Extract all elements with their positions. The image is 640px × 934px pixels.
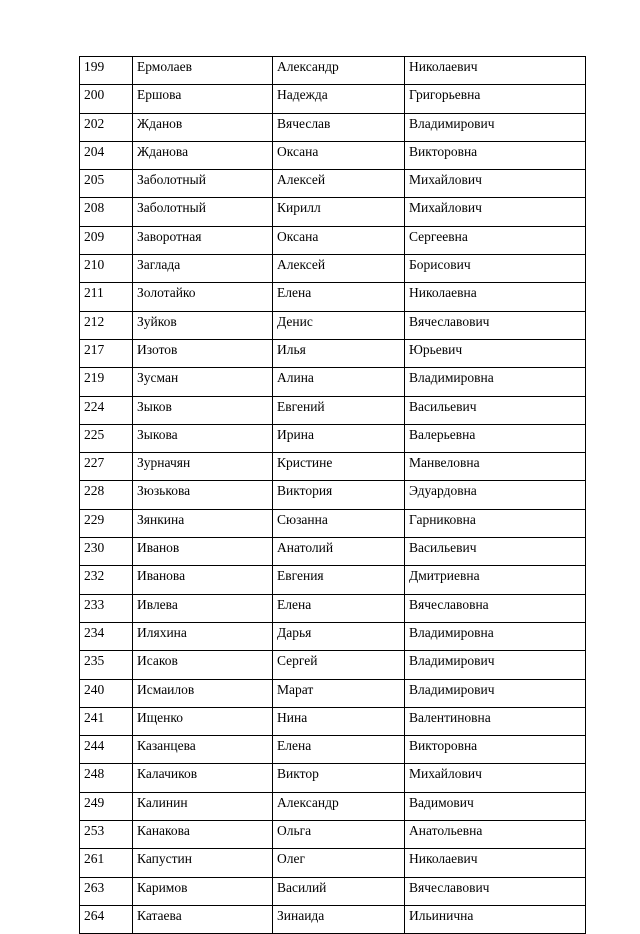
roster-table bbox=[79, 56, 586, 934]
table-row bbox=[80, 198, 586, 226]
cell-last-name: Золотайко bbox=[133, 283, 273, 311]
cell-first-name: Илья bbox=[273, 339, 405, 367]
cell-last-name: Исмаилов bbox=[133, 679, 273, 707]
table-row bbox=[80, 255, 586, 283]
cell-first-name: Алина bbox=[273, 368, 405, 396]
cell-first-name: Оксана bbox=[273, 226, 405, 254]
table-row bbox=[80, 905, 586, 933]
table-row bbox=[80, 85, 586, 113]
cell-first-name: Алексей bbox=[273, 170, 405, 198]
cell-number: 210 bbox=[80, 255, 133, 283]
cell-first-name: Надежда bbox=[273, 85, 405, 113]
cell-first-name: Виктор bbox=[273, 764, 405, 792]
cell-patronymic: Сергеевна bbox=[405, 226, 586, 254]
roster-table-container bbox=[79, 56, 585, 934]
cell-last-name: Иванова bbox=[133, 566, 273, 594]
cell-number: 248 bbox=[80, 764, 133, 792]
cell-last-name: Катаева bbox=[133, 905, 273, 933]
table-row bbox=[80, 538, 586, 566]
cell-number: 233 bbox=[80, 594, 133, 622]
cell-last-name: Заглада bbox=[133, 255, 273, 283]
cell-last-name: Зусман bbox=[133, 368, 273, 396]
cell-first-name: Олег bbox=[273, 849, 405, 877]
cell-number: 263 bbox=[80, 877, 133, 905]
cell-number: 205 bbox=[80, 170, 133, 198]
table-row bbox=[80, 424, 586, 452]
cell-last-name: Заворотная bbox=[133, 226, 273, 254]
cell-patronymic: Вячеславович bbox=[405, 311, 586, 339]
cell-patronymic: Валентиновна bbox=[405, 707, 586, 735]
cell-first-name: Сюзанна bbox=[273, 509, 405, 537]
table-row bbox=[80, 849, 586, 877]
cell-number: 211 bbox=[80, 283, 133, 311]
cell-number: 225 bbox=[80, 424, 133, 452]
cell-patronymic: Николаевич bbox=[405, 849, 586, 877]
cell-first-name: Денис bbox=[273, 311, 405, 339]
cell-last-name: Изотов bbox=[133, 339, 273, 367]
table-row bbox=[80, 736, 586, 764]
table-row bbox=[80, 113, 586, 141]
table-row bbox=[80, 651, 586, 679]
cell-patronymic: Манвеловна bbox=[405, 453, 586, 481]
cell-last-name: Жданов bbox=[133, 113, 273, 141]
cell-first-name: Александр bbox=[273, 57, 405, 85]
cell-number: 240 bbox=[80, 679, 133, 707]
cell-last-name: Калачиков bbox=[133, 764, 273, 792]
cell-patronymic: Михайлович bbox=[405, 170, 586, 198]
cell-number: 244 bbox=[80, 736, 133, 764]
table-row bbox=[80, 707, 586, 735]
cell-patronymic: Васильевич bbox=[405, 396, 586, 424]
cell-first-name: Александр bbox=[273, 792, 405, 820]
cell-first-name: Кристине bbox=[273, 453, 405, 481]
cell-number: 208 bbox=[80, 198, 133, 226]
cell-patronymic: Вячеславович bbox=[405, 877, 586, 905]
cell-last-name: Исаков bbox=[133, 651, 273, 679]
cell-patronymic: Михайлович bbox=[405, 198, 586, 226]
cell-patronymic: Владимировна bbox=[405, 368, 586, 396]
table-row bbox=[80, 679, 586, 707]
cell-first-name: Елена bbox=[273, 736, 405, 764]
cell-last-name: Капустин bbox=[133, 849, 273, 877]
cell-number: 261 bbox=[80, 849, 133, 877]
cell-last-name: Зуйков bbox=[133, 311, 273, 339]
cell-first-name: Нина bbox=[273, 707, 405, 735]
table-row bbox=[80, 57, 586, 85]
cell-patronymic: Викторовна bbox=[405, 141, 586, 169]
table-row bbox=[80, 226, 586, 254]
cell-first-name: Василий bbox=[273, 877, 405, 905]
cell-patronymic: Владимирович bbox=[405, 651, 586, 679]
cell-last-name: Зыков bbox=[133, 396, 273, 424]
table-row bbox=[80, 622, 586, 650]
cell-last-name: Ищенко bbox=[133, 707, 273, 735]
cell-patronymic: Михайлович bbox=[405, 764, 586, 792]
cell-first-name: Анатолий bbox=[273, 538, 405, 566]
cell-patronymic: Владимирович bbox=[405, 679, 586, 707]
cell-first-name: Евгения bbox=[273, 566, 405, 594]
cell-number: 199 bbox=[80, 57, 133, 85]
table-row bbox=[80, 311, 586, 339]
table-row bbox=[80, 170, 586, 198]
cell-last-name: Зыкова bbox=[133, 424, 273, 452]
cell-first-name: Кирилл bbox=[273, 198, 405, 226]
cell-first-name: Алексей bbox=[273, 255, 405, 283]
cell-last-name: Зянкина bbox=[133, 509, 273, 537]
cell-first-name: Евгений bbox=[273, 396, 405, 424]
cell-patronymic: Вадимович bbox=[405, 792, 586, 820]
cell-first-name: Елена bbox=[273, 283, 405, 311]
cell-number: 234 bbox=[80, 622, 133, 650]
cell-last-name: Заболотный bbox=[133, 198, 273, 226]
cell-first-name: Дарья bbox=[273, 622, 405, 650]
cell-patronymic: Викторовна bbox=[405, 736, 586, 764]
cell-first-name: Ольга bbox=[273, 821, 405, 849]
cell-patronymic: Владимировна bbox=[405, 622, 586, 650]
cell-patronymic: Дмитриевна bbox=[405, 566, 586, 594]
cell-number: 229 bbox=[80, 509, 133, 537]
cell-first-name: Ирина bbox=[273, 424, 405, 452]
cell-number: 217 bbox=[80, 339, 133, 367]
table-row bbox=[80, 283, 586, 311]
cell-patronymic: Николаевна bbox=[405, 283, 586, 311]
cell-patronymic: Васильевич bbox=[405, 538, 586, 566]
cell-last-name: Заболотный bbox=[133, 170, 273, 198]
cell-patronymic: Ильинична bbox=[405, 905, 586, 933]
cell-patronymic: Григорьевна bbox=[405, 85, 586, 113]
cell-patronymic: Валерьевна bbox=[405, 424, 586, 452]
table-row bbox=[80, 764, 586, 792]
cell-patronymic: Вячеславовна bbox=[405, 594, 586, 622]
cell-number: 219 bbox=[80, 368, 133, 396]
cell-last-name: Ивлева bbox=[133, 594, 273, 622]
cell-number: 235 bbox=[80, 651, 133, 679]
roster-table-body bbox=[80, 57, 586, 934]
cell-last-name: Каримов bbox=[133, 877, 273, 905]
cell-last-name: Иванов bbox=[133, 538, 273, 566]
table-row bbox=[80, 339, 586, 367]
cell-number: 241 bbox=[80, 707, 133, 735]
cell-first-name: Оксана bbox=[273, 141, 405, 169]
cell-number: 264 bbox=[80, 905, 133, 933]
cell-last-name: Жданова bbox=[133, 141, 273, 169]
cell-patronymic: Юрьевич bbox=[405, 339, 586, 367]
cell-number: 230 bbox=[80, 538, 133, 566]
cell-number: 212 bbox=[80, 311, 133, 339]
cell-first-name: Виктория bbox=[273, 481, 405, 509]
table-row bbox=[80, 481, 586, 509]
cell-number: 202 bbox=[80, 113, 133, 141]
cell-number: 204 bbox=[80, 141, 133, 169]
cell-first-name: Сергей bbox=[273, 651, 405, 679]
cell-number: 232 bbox=[80, 566, 133, 594]
table-row bbox=[80, 396, 586, 424]
table-row bbox=[80, 141, 586, 169]
cell-last-name: Зюзькова bbox=[133, 481, 273, 509]
table-row bbox=[80, 877, 586, 905]
cell-patronymic: Эдуардовна bbox=[405, 481, 586, 509]
table-row bbox=[80, 594, 586, 622]
cell-number: 224 bbox=[80, 396, 133, 424]
cell-first-name: Елена bbox=[273, 594, 405, 622]
cell-last-name: Иляхина bbox=[133, 622, 273, 650]
cell-patronymic: Николаевич bbox=[405, 57, 586, 85]
cell-last-name: Зурначян bbox=[133, 453, 273, 481]
cell-first-name: Марат bbox=[273, 679, 405, 707]
cell-last-name: Калинин bbox=[133, 792, 273, 820]
cell-number: 249 bbox=[80, 792, 133, 820]
cell-patronymic: Владимирович bbox=[405, 113, 586, 141]
table-row bbox=[80, 368, 586, 396]
cell-last-name: Казанцева bbox=[133, 736, 273, 764]
table-row bbox=[80, 792, 586, 820]
cell-number: 227 bbox=[80, 453, 133, 481]
cell-last-name: Канакова bbox=[133, 821, 273, 849]
table-row bbox=[80, 453, 586, 481]
cell-first-name: Вячеслав bbox=[273, 113, 405, 141]
cell-first-name: Зинаида bbox=[273, 905, 405, 933]
cell-last-name: Ермолаев bbox=[133, 57, 273, 85]
cell-patronymic: Гарниковна bbox=[405, 509, 586, 537]
table-row bbox=[80, 509, 586, 537]
table-row bbox=[80, 566, 586, 594]
cell-number: 228 bbox=[80, 481, 133, 509]
cell-number: 253 bbox=[80, 821, 133, 849]
cell-patronymic: Анатольевна bbox=[405, 821, 586, 849]
cell-number: 209 bbox=[80, 226, 133, 254]
table-row bbox=[80, 821, 586, 849]
cell-number: 200 bbox=[80, 85, 133, 113]
cell-last-name: Ершова bbox=[133, 85, 273, 113]
cell-patronymic: Борисович bbox=[405, 255, 586, 283]
